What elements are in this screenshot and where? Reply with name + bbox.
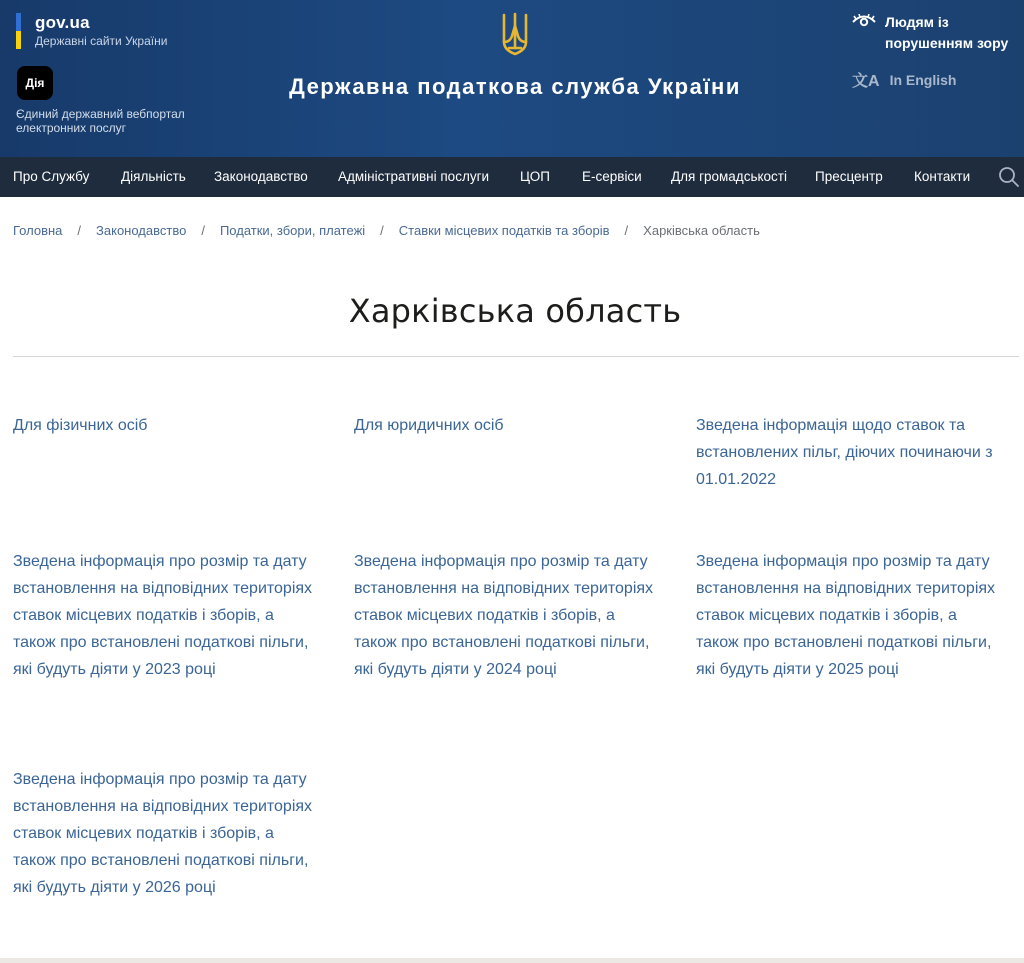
diia-logo[interactable]: Дія xyxy=(17,66,53,100)
breadcrumb xyxy=(13,223,760,238)
breadcrumb-local-rates[interactable]: Ставки місцевих податків та зборів xyxy=(398,223,610,238)
breadcrumb-separator: / xyxy=(77,223,82,238)
ukraine-flag-icon xyxy=(16,13,21,49)
window-bottom-edge xyxy=(0,958,1024,963)
language-switch[interactable] xyxy=(852,68,956,91)
link-summary-2023[interactable]: Зведена інформація про розмір та дату встановлення на відповідних територіях ставок місцевих податків і зборів, а також про встановлені податкові пільги, які будуть діяти у 2023 році xyxy=(13,553,313,678)
site-header xyxy=(0,0,1024,157)
link-individuals[interactable]: Для фізичних осіб xyxy=(13,417,148,434)
link-summary-2024[interactable]: Зведена інформація про розмір та дату встановлення на відповідних територіях ставок місцевих податків і зборів, а також про встановлені податкові пільги, які будуть діяти у 2024 році xyxy=(354,553,654,678)
link-summary-2026[interactable]: Зведена інформація про розмір та дату встановлення на відповідних територіях ставок місцевих податків і зборів, а також про встановлені податкові пільги, які будуть діяти у 2026 році xyxy=(13,771,313,896)
gov-ua-title: gov.ua xyxy=(35,13,90,32)
link-legal-entities[interactable]: Для юридичних осіб xyxy=(354,417,504,434)
nav-item-activity[interactable]: Діяльність xyxy=(121,169,186,184)
breadcrumb-separator: / xyxy=(201,223,205,238)
eye-icon xyxy=(852,14,876,28)
nav-item-about[interactable]: Про Службу xyxy=(13,169,90,184)
diia-portal-text[interactable]: Єдиний державний вебпортал електронних послуг xyxy=(16,107,185,135)
trident-icon[interactable] xyxy=(500,12,530,58)
breadcrumb-home[interactable]: Головна xyxy=(13,223,63,238)
nav-item-admin-services[interactable]: Адміністративні послуги xyxy=(338,169,490,184)
breadcrumb-taxes[interactable]: Податки, збори, платежі xyxy=(219,223,366,238)
language-label: In English xyxy=(889,71,957,88)
link-summary-2025[interactable]: Зведена інформація про розмір та дату встановлення на відповідних територіях ставок місцевих податків і зборів, а також про встановлені податкові пільги, які будуть діяти у 2025 році xyxy=(696,553,996,678)
breadcrumb-legislation[interactable]: Законодавство xyxy=(96,223,187,238)
breadcrumb-separator: / xyxy=(624,223,629,238)
link-summary-2022[interactable]: Зведена інформація щодо ставок та встановлених пільг, діючих починаючи з 01.01.2022 xyxy=(696,417,993,488)
search-icon[interactable] xyxy=(998,166,1020,188)
translate-icon: 文A xyxy=(852,73,880,90)
page-title: Харківська область xyxy=(348,292,682,330)
nav-item-e-services[interactable]: Е-сервіси xyxy=(582,169,642,184)
breadcrumb-current: Харківська область xyxy=(643,223,760,238)
main-nav xyxy=(0,157,1024,197)
nav-item-legislation[interactable]: Законодавство xyxy=(214,169,308,184)
accessibility-link[interactable] xyxy=(852,12,1024,54)
breadcrumb-separator: / xyxy=(380,223,384,238)
nav-item-press[interactable]: Пресцентр xyxy=(815,169,883,184)
gov-ua-link[interactable] xyxy=(16,13,167,49)
gov-ua-subtitle: Державні сайти України xyxy=(35,34,168,48)
nav-item-cop[interactable]: ЦОП xyxy=(520,169,550,184)
site-title[interactable]: Державна податкова служба України xyxy=(289,74,741,99)
nav-item-contacts[interactable]: Контакти xyxy=(914,169,971,184)
nav-item-public[interactable]: Для громадськості xyxy=(671,169,787,184)
title-divider xyxy=(13,356,1019,357)
accessibility-label: Людям із порушенням зору xyxy=(885,14,1009,51)
